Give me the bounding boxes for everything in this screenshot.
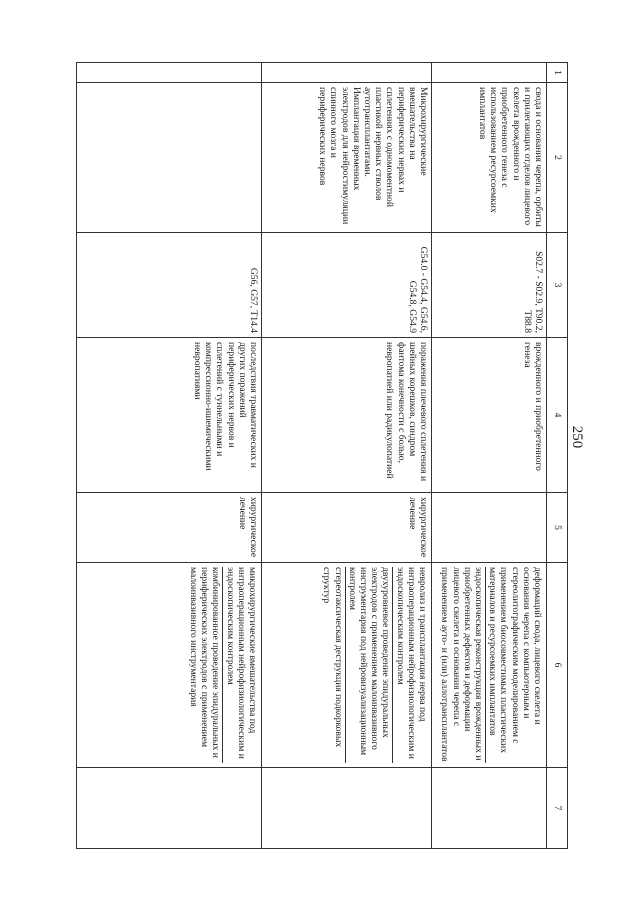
cell-number	[77, 63, 262, 83]
table-row	[432, 63, 547, 849]
cell-treatment-type: хирургическое лечение	[262, 493, 432, 563]
method-item: невролиз и трансплантация нерва под интраоперационным нейрофизиологическим и эндоскопическим контролем	[392, 567, 429, 763]
column-header: 3	[547, 233, 568, 338]
cell-intervention: свода и основания черепа, орбиты и прилегающих отделов лицевого скелета врожденного и приобретенного генеза с использованием ресурсоемких имплантатов	[432, 83, 547, 233]
cell-icd-codes: S02.7 - S02.9, T90.2, T88.8	[432, 233, 547, 338]
method-item: комбинированное проведение эпидуральных и периферических электродов с применением малоинвазивного инструментария	[187, 567, 222, 758]
column-header: 7	[547, 768, 568, 849]
cell-diagnosis: последствия травматических и других поражений периферических нервов и сплетений с туннельными и компрессионно-ишемическими невропатиями	[77, 338, 262, 493]
method-item: деформаций свода, лицевого скелета и основания черепа с компьютерным и стереолитографическим моделированием с применением биосовместимых пластических материалов и ресурсоемких имплантатов	[485, 567, 544, 763]
rotated-table-frame	[76, 62, 568, 848]
cell-cost	[432, 768, 547, 849]
cell-cost	[77, 768, 262, 849]
column-header: 1	[547, 63, 568, 83]
method-item: микрохирургические вмешательства под интраоперационным нейрофизиологическим и эндоскопическим контролем	[222, 567, 259, 763]
cell-diagnosis: поражения плечевого сплетения и шейных корешков, синдром фантома конечности с болью, невропатией или радикулопатией	[262, 338, 432, 493]
cell-number	[262, 63, 432, 83]
column-header: 6	[547, 563, 568, 768]
column-header: 4	[547, 338, 568, 493]
page-number: 250	[569, 425, 585, 449]
cell-intervention	[77, 83, 262, 233]
method-item: стереотаксическая деструкция подкорковых структур	[321, 567, 344, 748]
cell-intervention: Микрохирургические вмешательства на периферических нервах и сплетениях с одномоментной пластикой нервных стволов аутотрансплантатами. Имплантация временных электродов для нейростимуляции спинного мозга и периферических нервов	[262, 83, 432, 233]
method-item: эндоскопическая реконструкция врожденных и приобретенных дефектов и деформации лицевого скелета и основания черепа с применением ауто- и (или) аллотрансплантатов	[439, 567, 484, 762]
table-row	[77, 63, 262, 849]
cell-number	[432, 63, 547, 83]
table-row	[262, 63, 432, 849]
cell-treatment-type: хирургическое лечение	[77, 493, 262, 563]
column-header: 2	[547, 83, 568, 233]
column-header: 5	[547, 493, 568, 563]
table-header-row	[547, 63, 568, 849]
method-item: двухуровневое проведение эпидуральных электродов с применением малоинвазивного инструментария под нейровизуализационным контролем	[345, 567, 393, 763]
cell-method	[262, 563, 432, 768]
cell-method	[432, 563, 547, 768]
cell-cost	[262, 768, 432, 849]
treatment-table	[76, 62, 568, 849]
cell-treatment-type	[432, 493, 547, 563]
cell-icd-codes: G56, G57, T14.4	[77, 233, 262, 338]
cell-method	[77, 563, 262, 768]
cell-icd-codes: G54.0 - G54.4, G54.6, G54.8, G54.9	[262, 233, 432, 338]
cell-diagnosis: врожденного и приобретенного генеза	[432, 338, 547, 493]
